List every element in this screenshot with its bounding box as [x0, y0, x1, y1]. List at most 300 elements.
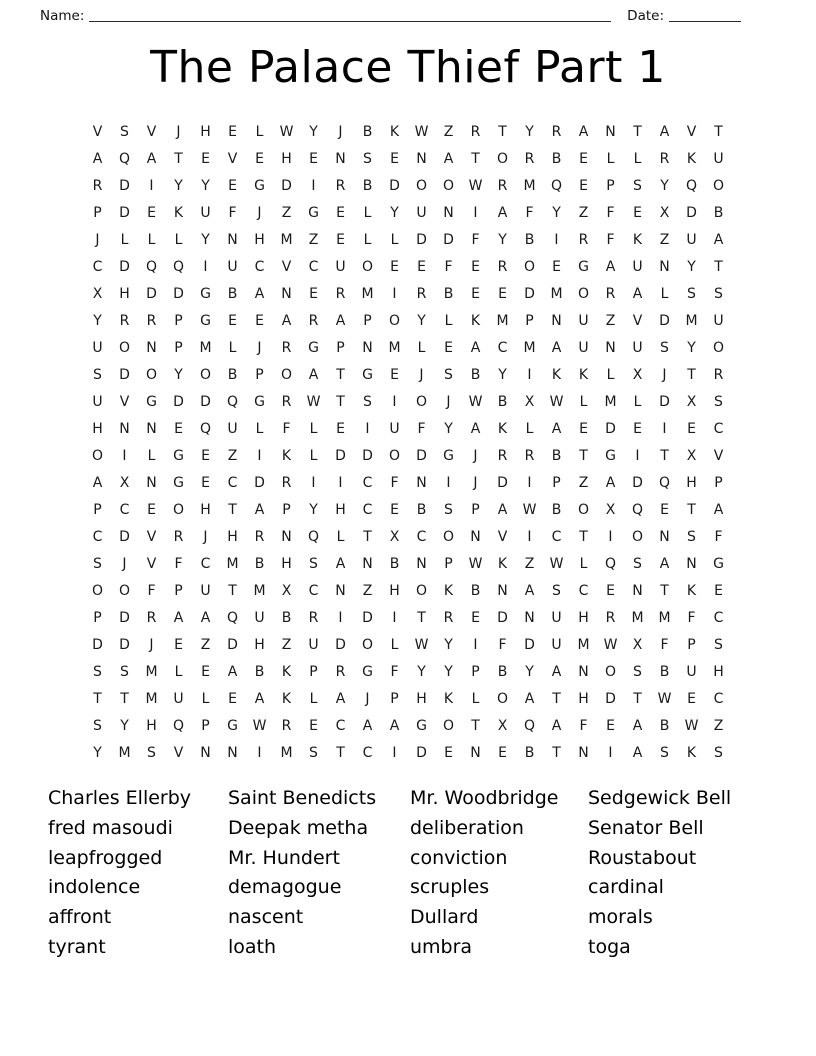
grid-letter: Y: [174, 367, 183, 383]
grid-letter: W: [414, 637, 429, 653]
grid-letter: A: [92, 151, 103, 167]
grid-letter: E: [660, 502, 669, 518]
grid-letter: X: [686, 448, 697, 464]
grid-letter: L: [363, 232, 372, 248]
grid-letter: P: [93, 610, 102, 626]
grid-letter: R: [497, 178, 508, 194]
grid-letter: O: [631, 529, 644, 545]
grid-letter: O: [118, 583, 131, 599]
grid-letter: H: [713, 664, 724, 680]
grid-letter: D: [254, 475, 265, 491]
grid-letter: S: [93, 556, 102, 572]
grid-letter: B: [443, 286, 454, 302]
grid-letter: U: [686, 664, 697, 680]
grid-letter: T: [633, 691, 642, 707]
grid-letter: F: [606, 205, 615, 221]
grid-letter: P: [309, 664, 318, 680]
grid-letter: U: [686, 232, 697, 248]
grid-letter: F: [606, 232, 615, 248]
grid-row: [84, 605, 732, 632]
grid-letter: Y: [444, 637, 453, 653]
grid-letter: A: [362, 718, 373, 734]
grid-letter: P: [93, 502, 102, 518]
grid-letter: D: [416, 232, 427, 248]
grid-letter: N: [281, 286, 292, 302]
grid-letter: O: [604, 664, 617, 680]
grid-letter: F: [714, 529, 723, 545]
date-write-in-line: [669, 8, 741, 22]
grid-letter: G: [362, 664, 373, 680]
grid-letter: S: [687, 286, 696, 302]
grid-letter: P: [201, 718, 210, 734]
grid-letter: I: [203, 259, 208, 275]
grid-letter: E: [147, 205, 156, 221]
grid-letter: L: [174, 232, 183, 248]
grid-letter: D: [497, 475, 508, 491]
grid-letter: T: [174, 151, 183, 167]
grid-letter: M: [523, 178, 536, 194]
grid-letter: J: [257, 205, 262, 221]
grid-letter: E: [390, 151, 399, 167]
grid-letter: O: [712, 340, 725, 356]
grid-letter: C: [254, 259, 265, 275]
grid-letter: S: [120, 124, 129, 140]
grid-letter: M: [199, 340, 212, 356]
word-bank-word: toga: [588, 935, 631, 958]
grid-letter: E: [471, 259, 480, 275]
grid-letter: E: [228, 124, 237, 140]
grid-letter: E: [687, 691, 696, 707]
grid-letter: Y: [93, 313, 102, 329]
grid-letter: O: [388, 313, 401, 329]
grid-letter: F: [525, 205, 534, 221]
grid-letter: N: [335, 151, 346, 167]
grid-letter: U: [713, 313, 724, 329]
grid-letter: F: [390, 664, 399, 680]
grid-letter: E: [444, 745, 453, 761]
grid-letter: S: [93, 367, 102, 383]
grid-letter: L: [309, 448, 318, 464]
grid-letter: B: [497, 394, 508, 410]
grid-letter: L: [471, 691, 480, 707]
grid-letter: D: [119, 529, 130, 545]
page-title: The Palace Thief Part 1: [150, 42, 666, 93]
grid-letter: Q: [550, 178, 563, 194]
grid-letter: R: [146, 610, 157, 626]
grid-letter: Q: [604, 556, 617, 572]
word-bank-word: Mr. Woodbridge: [410, 787, 559, 809]
word-bank-word: indolence: [48, 876, 141, 899]
grid-letter: E: [390, 502, 399, 518]
grid-letter: S: [93, 664, 102, 680]
grid-letter: N: [686, 556, 697, 572]
word-bank-word: tyrant: [48, 935, 106, 958]
grid-letter: L: [309, 421, 318, 437]
grid-letter: L: [633, 151, 642, 167]
grid-letter: C: [362, 502, 373, 518]
grid-letter: D: [524, 637, 535, 653]
grid-letter: E: [471, 286, 480, 302]
grid-letter: H: [281, 151, 292, 167]
grid-letter: O: [577, 286, 590, 302]
grid-letter: X: [659, 205, 670, 221]
grid-letter: W: [468, 394, 483, 410]
grid-letter: I: [554, 232, 559, 248]
grid-letter: T: [579, 448, 588, 464]
grid-letter: A: [551, 421, 562, 437]
grid-letter: R: [605, 286, 616, 302]
grid-letter: T: [552, 745, 561, 761]
grid-letter: E: [444, 340, 453, 356]
grid-letter: P: [714, 475, 723, 491]
grid-letter: Q: [307, 529, 320, 545]
grid-letter: D: [200, 394, 211, 410]
grid-letter: C: [713, 610, 724, 626]
grid-letter: Y: [687, 340, 696, 356]
grid-letter: Z: [200, 637, 211, 653]
grid-letter: Q: [523, 718, 536, 734]
grid-row: [84, 443, 732, 470]
grid-letter: H: [578, 691, 589, 707]
grid-letter: B: [713, 205, 724, 221]
grid-letter: S: [93, 718, 102, 734]
grid-letter: A: [308, 367, 319, 383]
grid-letter: D: [416, 448, 427, 464]
grid-letter: C: [551, 529, 562, 545]
grid-row: [84, 659, 732, 686]
grid-letter: I: [392, 745, 397, 761]
grid-letter: N: [416, 556, 427, 572]
grid-letter: H: [92, 421, 103, 437]
grid-letter: N: [200, 745, 211, 761]
grid-letter: H: [686, 475, 697, 491]
grid-letter: S: [363, 394, 372, 410]
grid-letter: U: [389, 421, 400, 437]
grid-letter: F: [282, 421, 291, 437]
word-bank-word: Roustabout: [588, 846, 697, 869]
grid-letter: I: [473, 637, 478, 653]
grid-letter: A: [551, 718, 562, 734]
grid-letter: G: [605, 448, 616, 464]
grid-letter: C: [308, 583, 319, 599]
grid-letter: Y: [552, 205, 561, 221]
grid-letter: B: [524, 232, 535, 248]
name-write-in-line: [89, 8, 611, 22]
grid-letter: W: [306, 394, 321, 410]
grid-letter: R: [659, 151, 670, 167]
grid-letter: B: [362, 178, 373, 194]
grid-row: [84, 686, 732, 713]
grid-letter: N: [146, 475, 157, 491]
grid-letter: N: [497, 583, 508, 599]
grid-letter: M: [685, 313, 698, 329]
grid-letter: Y: [309, 124, 318, 140]
grid-letter: I: [338, 475, 343, 491]
grid-letter: E: [498, 286, 507, 302]
grid-letter: M: [280, 745, 293, 761]
grid-letter: R: [308, 313, 319, 329]
grid-letter: F: [444, 259, 453, 275]
grid-letter: Y: [498, 232, 507, 248]
grid-letter: S: [714, 637, 723, 653]
grid-letter: C: [227, 475, 238, 491]
grid-letter: T: [660, 448, 669, 464]
grid-letter: C: [335, 718, 346, 734]
grid-letter: S: [714, 745, 723, 761]
grid-letter: R: [578, 232, 589, 248]
grid-letter: R: [281, 394, 292, 410]
grid-letter: Y: [498, 367, 507, 383]
grid-letter: E: [633, 205, 642, 221]
grid-letter: L: [363, 205, 372, 221]
grid-letter: T: [687, 367, 696, 383]
grid-letter: X: [686, 394, 697, 410]
word-bank-word: morals: [588, 906, 653, 929]
grid-letter: S: [660, 340, 669, 356]
grid-row: [84, 578, 732, 605]
grid-letter: K: [281, 448, 292, 464]
grid-letter: Z: [659, 232, 670, 248]
grid-letter: R: [497, 259, 508, 275]
grid-letter: B: [659, 718, 670, 734]
grid-letter: L: [120, 232, 129, 248]
grid-letter: Y: [309, 502, 318, 518]
grid-letter: F: [228, 205, 237, 221]
grid-letter: Y: [120, 718, 129, 734]
grid-letter: U: [335, 259, 346, 275]
grid-letter: C: [416, 529, 427, 545]
grid-letter: P: [444, 556, 453, 572]
grid-letter: U: [308, 637, 319, 653]
grid-letter: Y: [660, 178, 669, 194]
grid-letter: U: [173, 691, 184, 707]
grid-letter: M: [253, 583, 266, 599]
grid-letter: E: [606, 583, 615, 599]
grid-letter: W: [549, 556, 564, 572]
grid-letter: Q: [172, 259, 185, 275]
grid-letter: L: [336, 529, 345, 545]
grid-row: [84, 146, 732, 173]
grid-letter: O: [415, 178, 428, 194]
grid-letter: W: [414, 124, 429, 140]
grid-letter: U: [416, 205, 427, 221]
grid-letter: R: [443, 610, 454, 626]
grid-letter: S: [309, 745, 318, 761]
grid-row: [84, 632, 732, 659]
grid-letter: N: [551, 313, 562, 329]
grid-letter: O: [577, 502, 590, 518]
grid-letter: H: [254, 637, 265, 653]
grid-letter: D: [686, 205, 697, 221]
grid-letter: P: [525, 313, 534, 329]
grid-letter: Z: [443, 124, 454, 140]
header: [0, 0, 816, 24]
grid-letter: R: [524, 448, 535, 464]
grid-letter: V: [92, 124, 103, 140]
grid-letter: K: [686, 151, 697, 167]
grid-letter: G: [713, 556, 724, 572]
grid-letter: O: [361, 637, 374, 653]
grid-row: [84, 119, 732, 146]
grid-letter: I: [311, 178, 316, 194]
grid-letter: O: [280, 367, 293, 383]
grid-row: [84, 740, 732, 767]
grid-letter: F: [498, 637, 507, 653]
word-bank-word: loath: [228, 935, 277, 958]
grid-letter: M: [658, 610, 671, 626]
grid-letter: H: [416, 691, 427, 707]
grid-letter: K: [443, 583, 454, 599]
grid-letter: M: [361, 286, 374, 302]
word-bank-word: Dullard: [410, 906, 479, 929]
word-bank-word: Saint Benedicts: [228, 787, 377, 809]
grid-letter: L: [417, 340, 426, 356]
grid-letter: B: [470, 367, 481, 383]
grid-letter: P: [606, 178, 615, 194]
grid-letter: I: [122, 448, 127, 464]
grid-letter: Z: [362, 583, 373, 599]
grid-letter: O: [415, 394, 428, 410]
grid-letter: Z: [605, 313, 616, 329]
grid-letter: N: [146, 340, 157, 356]
grid-letter: O: [442, 178, 455, 194]
grid-letter: N: [227, 232, 238, 248]
grid-letter: K: [470, 313, 481, 329]
grid-letter: D: [389, 178, 400, 194]
grid-letter: A: [254, 502, 265, 518]
grid-letter: K: [632, 232, 643, 248]
grid-letter: S: [147, 745, 156, 761]
word-bank-word: Charles Ellerby: [48, 787, 192, 809]
grid-letter: L: [633, 394, 642, 410]
grid-letter: J: [662, 367, 667, 383]
grid-letter: T: [579, 529, 588, 545]
grid-letter: S: [714, 286, 723, 302]
grid-letter: N: [281, 529, 292, 545]
grid-letter: B: [524, 745, 535, 761]
grid-letter: C: [578, 583, 589, 599]
grid-letter: J: [473, 448, 478, 464]
grid-letter: L: [390, 637, 399, 653]
grid-letter: O: [118, 340, 131, 356]
grid-letter: B: [362, 124, 373, 140]
grid-letter: E: [201, 475, 210, 491]
grid-letter: N: [362, 556, 373, 572]
grid-letter: U: [92, 394, 103, 410]
grid-letter: N: [605, 340, 616, 356]
grid-letter: L: [255, 124, 264, 140]
word-bank-column: [48, 784, 228, 963]
grid-letter: C: [713, 421, 724, 437]
grid-letter: P: [174, 583, 183, 599]
grid-letter: B: [659, 664, 670, 680]
grid-letter: J: [419, 367, 424, 383]
grid-letter: M: [496, 313, 509, 329]
grid-letter: C: [92, 259, 103, 275]
grid-letter: U: [551, 610, 562, 626]
grid-row: [84, 551, 732, 578]
grid-letter: O: [442, 529, 455, 545]
grid-letter: A: [389, 718, 400, 734]
grid-letter: K: [686, 583, 697, 599]
grid-letter: D: [92, 637, 103, 653]
grid-letter: M: [523, 340, 536, 356]
grid-letter: I: [338, 610, 343, 626]
grid-letter: O: [91, 448, 104, 464]
grid-letter: R: [119, 313, 130, 329]
grid-letter: G: [578, 259, 589, 275]
grid-letter: X: [281, 583, 292, 599]
grid-row: [84, 254, 732, 281]
grid-letter: P: [336, 340, 345, 356]
grid-letter: Y: [444, 421, 453, 437]
grid-letter: K: [281, 664, 292, 680]
grid-letter: W: [522, 502, 537, 518]
grid-row: [84, 713, 732, 740]
grid-letter: E: [174, 637, 183, 653]
grid-letter: Y: [93, 745, 102, 761]
grid-letter: I: [473, 205, 478, 221]
grid-letter: J: [446, 394, 451, 410]
grid-letter: C: [362, 475, 373, 491]
grid-letter: Q: [226, 394, 239, 410]
grid-letter: D: [335, 637, 346, 653]
grid-letter: A: [335, 556, 346, 572]
grid-letter: A: [227, 664, 238, 680]
word-bank-word: Mr. Hundert: [228, 846, 340, 869]
grid-letter: I: [392, 394, 397, 410]
grid-letter: D: [605, 691, 616, 707]
grid-letter: D: [119, 367, 130, 383]
grid-letter: N: [119, 421, 130, 437]
grid-letter: X: [524, 394, 535, 410]
grid-letter: R: [497, 448, 508, 464]
grid-letter: I: [392, 286, 397, 302]
grid-letter: K: [389, 124, 400, 140]
grid-letter: H: [335, 502, 346, 518]
word-bank: [0, 767, 816, 963]
word-bank-word: conviction: [410, 846, 508, 869]
grid-letter: J: [257, 340, 262, 356]
grid-letter: U: [254, 610, 265, 626]
grid-letter: K: [578, 367, 589, 383]
grid-letter: A: [659, 556, 670, 572]
grid-letter: E: [201, 664, 210, 680]
grid-letter: Z: [713, 718, 724, 734]
grid-letter: B: [227, 367, 238, 383]
grid-letter: P: [363, 313, 372, 329]
grid-letter: G: [200, 286, 211, 302]
grid-letter: V: [281, 259, 292, 275]
grid-letter: I: [257, 745, 262, 761]
grid-letter: X: [605, 502, 616, 518]
grid-letter: Y: [201, 232, 210, 248]
grid-letter: J: [176, 124, 181, 140]
grid-letter: Y: [417, 313, 426, 329]
grid-letter: L: [147, 232, 156, 248]
grid-letter: D: [605, 421, 616, 437]
grid-letter: H: [578, 610, 589, 626]
grid-row: [84, 173, 732, 200]
grid-letter: D: [119, 610, 130, 626]
grid-letter: R: [281, 718, 292, 734]
grid-letter: A: [632, 718, 643, 734]
grid-letter: I: [257, 448, 262, 464]
grid-letter: E: [633, 421, 642, 437]
grid-letter: W: [279, 124, 294, 140]
grid-letter: I: [149, 178, 154, 194]
grid-letter: N: [578, 745, 589, 761]
